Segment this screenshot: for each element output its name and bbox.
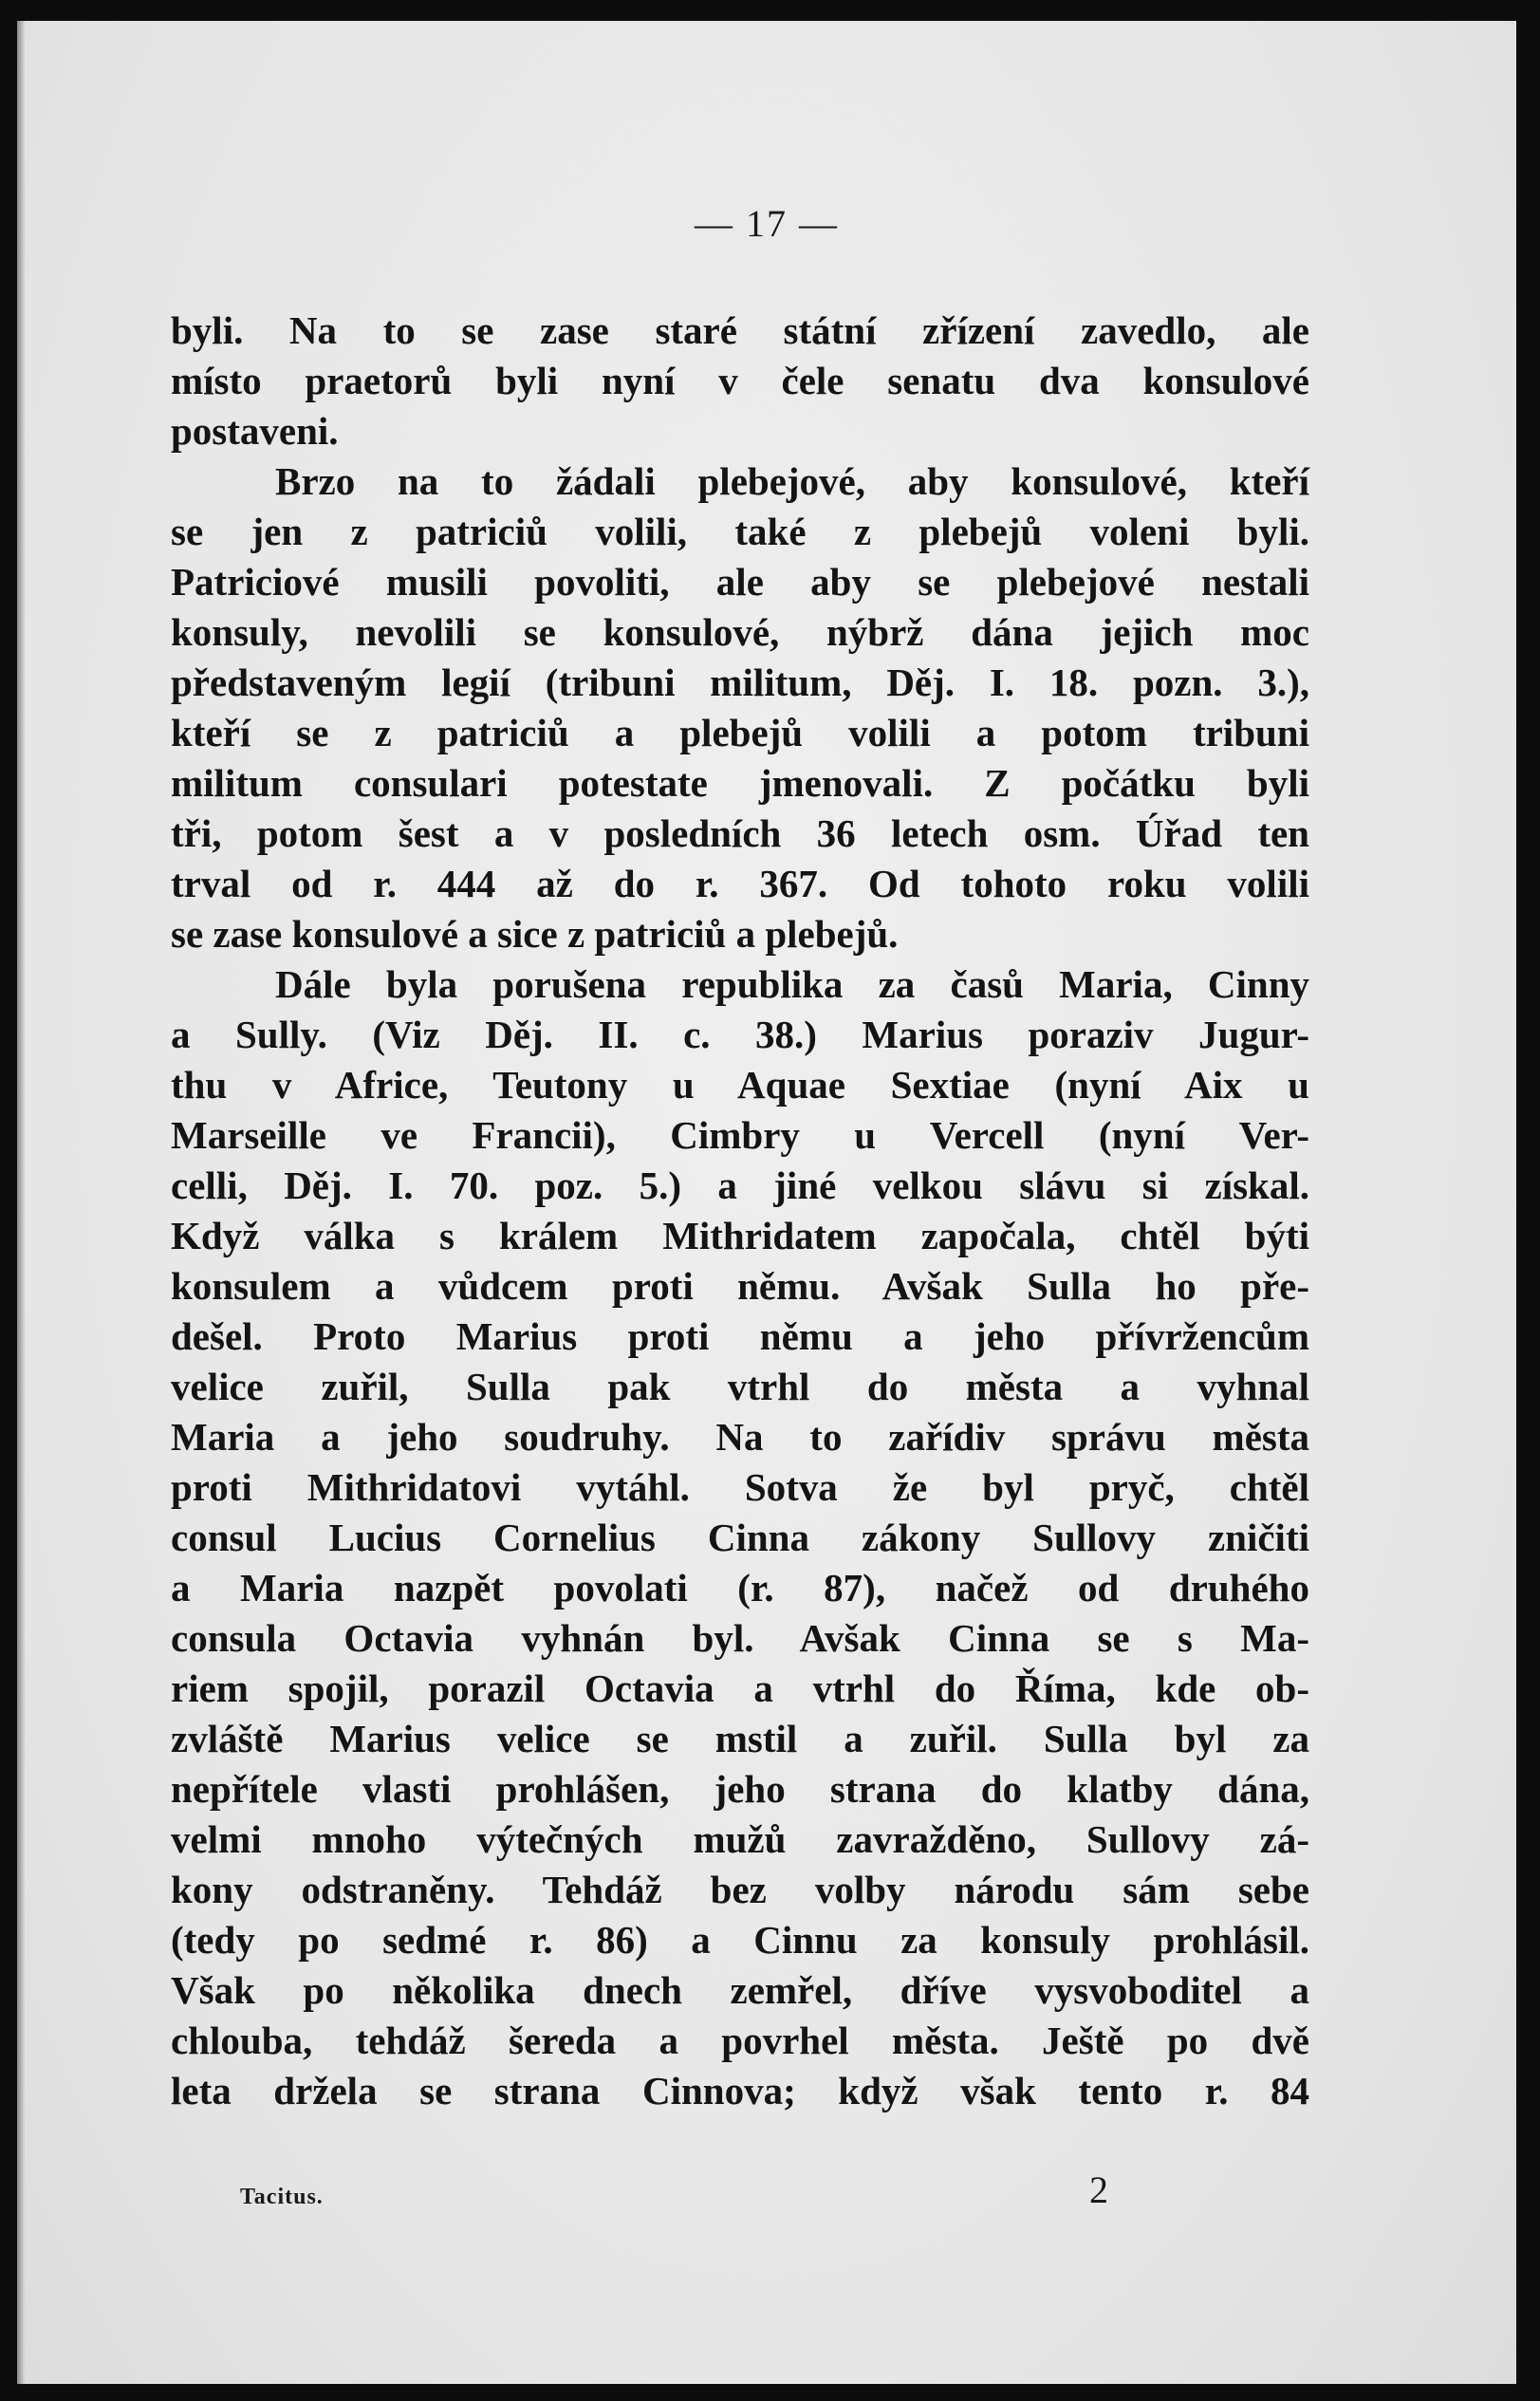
text-line: postaveni. [171, 409, 339, 453]
text-line: dešel. Proto Marius proti němu a jeho přívržencům [171, 1314, 1309, 1358]
text-line: thu v Africe, Teutony u Aquae Sextiae (nyní Aix u [171, 1063, 1309, 1107]
text-line: (tedy po sedmé r. 86) a Cinnu za konsuly prohlásil. [171, 1918, 1309, 1962]
text-line: Dále byla porušena republika za časů Maria, Cinny [275, 962, 1309, 1006]
text-line: trval od r. 444 až do r. 367. Od tohoto roku volili [171, 862, 1309, 905]
text-line: chlouba, tehdáž šereda a povrhel města. Ještě po dvě [171, 2019, 1309, 2062]
text-line: consula Octavia vyhnán byl. Avšak Cinna se s Ma- [171, 1616, 1309, 1660]
text-line: konsulem a vůdcem proti němu. Avšak Sulla ho pře- [171, 1264, 1309, 1308]
text-line: militum consulari potestate jmenovali. Z počátku byli [171, 761, 1309, 805]
text-line: Marseille ve Francii), Cimbry u Vercell (nyní Ver- [171, 1113, 1309, 1157]
text-line: Patriciové musili povoliti, ale aby se plebejové nestali [171, 560, 1309, 604]
text-line: Brzo na to žádali plebejové, aby konsulové, kteří [275, 459, 1309, 503]
text-line: tři, potom šest a v posledních 36 letech osm. Úřad ten [171, 811, 1309, 855]
text-line: velmi mnoho výtečných mužů zavražděno, Sullovy zá- [171, 1817, 1309, 1861]
text-line: zvláště Marius velice se mstil a zuřil. Sulla byl za [171, 1717, 1309, 1760]
text-line: nepřítele vlasti prohlášen, jeho strana do klatby dána, [171, 1767, 1309, 1811]
text-line: riem spojil, porazil Octavia a vtrhl do Říma, kde ob- [171, 1666, 1309, 1710]
footer-sheet-number: 2 [1089, 2168, 1108, 2211]
body-text [171, 306, 1309, 2116]
text-line: se zase konsulové a sice z patriciů a plebejů. [171, 912, 899, 956]
page-number: — 17 — [695, 202, 839, 245]
text-line: Však po několika dnech zemřel, dříve vysvoboditel a [171, 1968, 1309, 2012]
text-line: místo praetorů byli nyní v čele senatu dva konsulové [171, 359, 1309, 402]
text-line: proti Mithridatovi vytáhl. Sotva že byl pryč, chtěl [171, 1465, 1309, 1509]
text-line: byli. Na to se zase staré státní zřízení zavedlo, ale [171, 308, 1309, 352]
page-spine-edge [17, 21, 25, 2384]
text-line: představeným legií (tribuni militum, Děj. I. 18. pozn. 3.), [171, 661, 1309, 704]
text-line: Když válka s králem Mithridatem započala, chtěl býti [171, 1214, 1309, 1257]
text-line: konsuly, nevolili se konsulové, nýbrž dána jejich moc [171, 610, 1309, 654]
text-line: consul Lucius Cornelius Cinna zákony Sullovy zničiti [171, 1516, 1309, 1559]
text-line: se jen z patriciů volili, také z plebejů voleni byli. [171, 510, 1309, 553]
text-line: leta držela se strana Cinnova; když však tento r. 84 [171, 2069, 1309, 2113]
book-page [17, 21, 1516, 2384]
text-line: Maria a jeho soudruhy. Na to zařídiv správu města [171, 1415, 1309, 1459]
text-line: velice zuřil, Sulla pak vtrhl do města a vyhnal [171, 1365, 1309, 1408]
text-line: celli, Děj. I. 70. poz. 5.) a jiné velkou slávu si získal. [171, 1163, 1309, 1207]
text-line: kony odstraněny. Tehdáž bez volby národu sám sebe [171, 1868, 1309, 1911]
footer-signature: Tacitus. [240, 2185, 324, 2209]
text-line: a Maria nazpět povolati (r. 87), načež od druhého [171, 1566, 1309, 1610]
text-line: kteří se z patriciů a plebejů volili a potom tribuni [171, 711, 1309, 754]
text-line: a Sully. (Viz Děj. II. c. 38.) Marius poraziv Jugur- [171, 1013, 1309, 1056]
